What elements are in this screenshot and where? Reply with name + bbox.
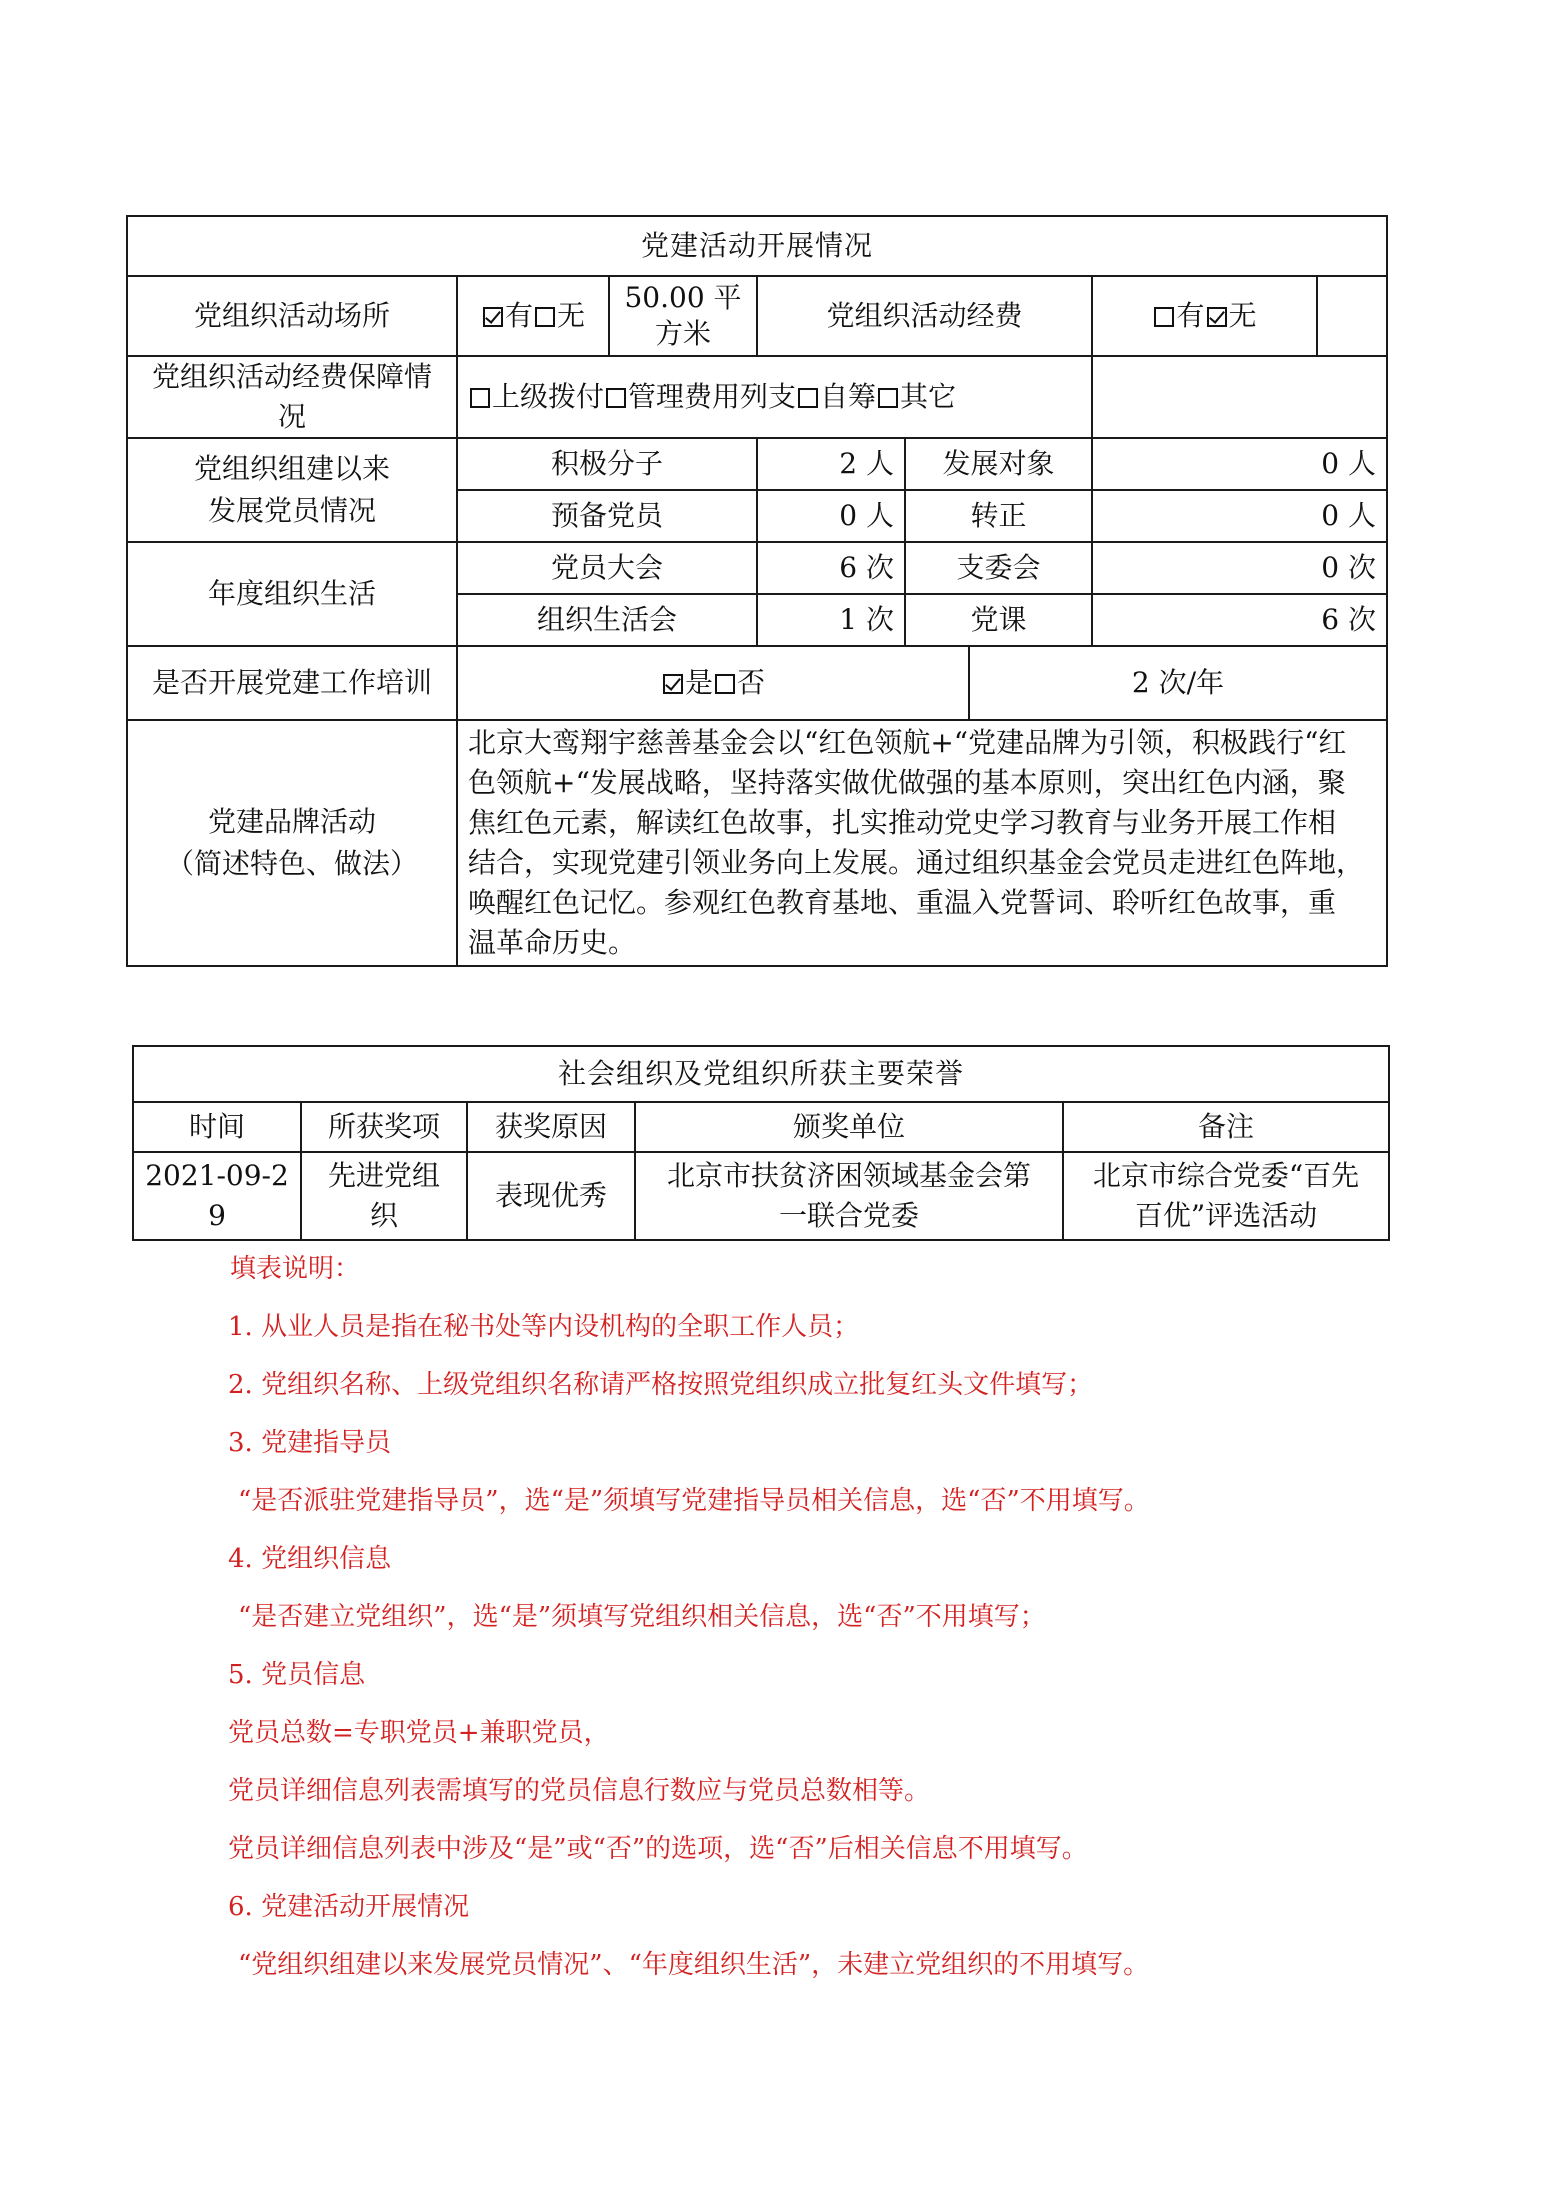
- header-award: 所获奖项: [301, 1102, 467, 1152]
- header-reason: 获奖原因: [467, 1102, 635, 1152]
- members-dev-label-line2: 发展党员情况: [207, 494, 376, 527]
- honor-award-line2: 织: [369, 1199, 398, 1232]
- venue-yes-checkbox[interactable]: [483, 307, 503, 327]
- lesson-label: 党课: [905, 594, 1092, 646]
- venue-no-label: 无: [557, 299, 586, 332]
- instruction-line: 2. 党组织名称、上级党组织名称请严格按照党组织成立批复红头文件填写；: [228, 1370, 1094, 1400]
- brand-label-line1: 党建品牌活动: [207, 805, 376, 838]
- training-yes-label: 是: [684, 666, 713, 699]
- training-frequency: 2 次/年: [969, 646, 1387, 720]
- targets-label: 发展对象: [905, 438, 1092, 490]
- honor-issuer-line2: 一联合党委: [778, 1199, 919, 1232]
- empty-cell: [1317, 276, 1387, 356]
- training-no-checkbox[interactable]: [715, 674, 735, 694]
- funds-label: 党组织活动经费: [757, 276, 1092, 356]
- congress-label: 党员大会: [457, 542, 757, 594]
- venue-options: [457, 276, 609, 356]
- header-issuer: 颁奖单位: [635, 1102, 1063, 1152]
- life-meeting-value: 1 次: [757, 594, 905, 646]
- brand-line: 结合，实现党建引领业务向上发展。通过组织基金会党员走进红色阵地，: [468, 846, 1365, 879]
- option-checkbox[interactable]: [470, 388, 490, 408]
- activists-label: 积极分子: [457, 438, 757, 490]
- probationary-value: 0 人: [757, 490, 905, 542]
- honor-time-line2: 9: [208, 1199, 226, 1232]
- instruction-line: 5. 党员信息: [228, 1660, 366, 1690]
- instruction-line: “是否派驻党建指导员”，选“是”须填写党建指导员相关信息，选“否”不用填写。: [238, 1486, 1150, 1516]
- header-time: 时间: [133, 1102, 301, 1152]
- brand-label: [127, 720, 457, 966]
- funding-guarantee-label: [127, 356, 457, 438]
- brand-line: 北京大鸾翔宇慈善基金会以“红色领航+“党建品牌为引领，积极践行“红: [468, 726, 1347, 759]
- empty-cell: [1092, 356, 1387, 438]
- funding-guarantee-label-line1: 党组织活动经费保障情: [151, 360, 432, 393]
- venue-area-unit: 方米: [654, 317, 711, 350]
- instruction-line: 党员总数=专职党员+兼职党员，: [228, 1718, 610, 1748]
- brand-description: [457, 720, 1387, 966]
- party-activity-table: [126, 215, 1388, 967]
- venue-yes-label: 有: [504, 299, 533, 332]
- honor-issuer-line1: 北京市扶贫济困领域基金会第: [666, 1159, 1031, 1192]
- funds-no-label: 无: [1228, 299, 1257, 332]
- venue-no-checkbox[interactable]: [535, 307, 555, 327]
- activists-value: 2 人: [757, 438, 905, 490]
- full-member-label: 转正: [905, 490, 1092, 542]
- honor-remark-line2: 百优”评选活动: [1134, 1199, 1318, 1232]
- honor-award: [301, 1152, 467, 1240]
- funds-yes-label: 有: [1176, 299, 1205, 332]
- header-remark: 备注: [1063, 1102, 1389, 1152]
- honor-issuer: [635, 1152, 1063, 1240]
- instruction-line: 3. 党建指导员: [228, 1428, 392, 1458]
- instruction-line: 4. 党组织信息: [228, 1544, 392, 1574]
- committee-label: 支委会: [905, 542, 1092, 594]
- funds-yes-checkbox[interactable]: [1154, 307, 1174, 327]
- instruction-line: 1. 从业人员是指在秘书处等内设机构的全职工作人员；: [228, 1312, 860, 1342]
- funding-guarantee-options: [457, 356, 1092, 438]
- brand-line: 温革命历史。: [468, 926, 637, 959]
- activity-table-title: 党建活动开展情况: [127, 216, 1387, 276]
- funding-guarantee-label-line2: 况: [277, 400, 306, 433]
- congress-value: 6 次: [757, 542, 905, 594]
- training-no-label: 否: [737, 666, 766, 699]
- targets-value: 0 人: [1092, 438, 1387, 490]
- honor-time: [133, 1152, 301, 1240]
- instruction-line: 6. 党建活动开展情况: [228, 1892, 470, 1922]
- option-label: 上级拨付: [492, 380, 605, 413]
- full-member-value: 0 人: [1092, 490, 1387, 542]
- committee-value: 0 次: [1092, 542, 1387, 594]
- instruction-line: “是否建立党组织”，选“是”须填写党组织相关信息，选“否”不用填写；: [238, 1602, 1046, 1632]
- lesson-value: 6 次: [1092, 594, 1387, 646]
- funds-options: [1092, 276, 1317, 356]
- honor-reason: 表现优秀: [467, 1152, 635, 1240]
- training-yes-checkbox[interactable]: [663, 674, 683, 694]
- brand-label-line2: （简述特色、做法）: [165, 847, 418, 880]
- probationary-label: 预备党员: [457, 490, 757, 542]
- members-dev-label-line1: 党组织组建以来: [193, 452, 390, 485]
- honors-table: [132, 1045, 1390, 1241]
- instruction-line: 党员详细信息列表需填写的党员信息行数应与党员总数相等。: [228, 1776, 931, 1806]
- honor-time-line1: 2021-09-2: [145, 1159, 289, 1192]
- annual-life-label: 年度组织生活: [127, 542, 457, 646]
- option-label: 自筹: [820, 380, 877, 413]
- funds-no-checkbox[interactable]: [1207, 307, 1227, 327]
- instruction-line: “党组织组建以来发展党员情况”、“年度组织生活”，未建立党组织的不用填写。: [238, 1950, 1150, 1980]
- option-checkbox[interactable]: [878, 388, 898, 408]
- venue-label: 党组织活动场所: [127, 276, 457, 356]
- instructions-heading: 填表说明：: [230, 1254, 361, 1284]
- honor-remark: [1063, 1152, 1389, 1240]
- instruction-line: 党员详细信息列表中涉及“是”或“否”的选项，选“否”后相关信息不用填写。: [228, 1834, 1088, 1864]
- honors-table-title: 社会组织及党组织所获主要荣誉: [133, 1046, 1389, 1102]
- life-meeting-label: 组织生活会: [457, 594, 757, 646]
- brand-line: 焦红色元素，解读红色故事，扎实推动党史学习教育与业务开展工作相: [468, 806, 1337, 839]
- training-options: [457, 646, 969, 720]
- option-label: 其它: [900, 380, 957, 413]
- members-dev-label: [127, 438, 457, 542]
- brand-line: 唤醒红色记忆。参观红色教育基地、重温入党誓词、聆听红色故事，重: [468, 886, 1337, 919]
- honor-remark-line1: 北京市综合党委“百先: [1092, 1159, 1360, 1192]
- training-label: 是否开展党建工作培训: [127, 646, 457, 720]
- brand-line: 色领航+“发展战略，坚持落实做优做强的基本原则，突出红色内涵，聚: [468, 766, 1346, 799]
- venue-area: [609, 276, 757, 356]
- option-label: 管理费用列支: [628, 380, 797, 413]
- honor-award-line1: 先进党组: [327, 1159, 440, 1192]
- option-checkbox[interactable]: [798, 388, 818, 408]
- option-checkbox[interactable]: [606, 388, 626, 408]
- venue-area-value: 50.00 平: [624, 281, 742, 314]
